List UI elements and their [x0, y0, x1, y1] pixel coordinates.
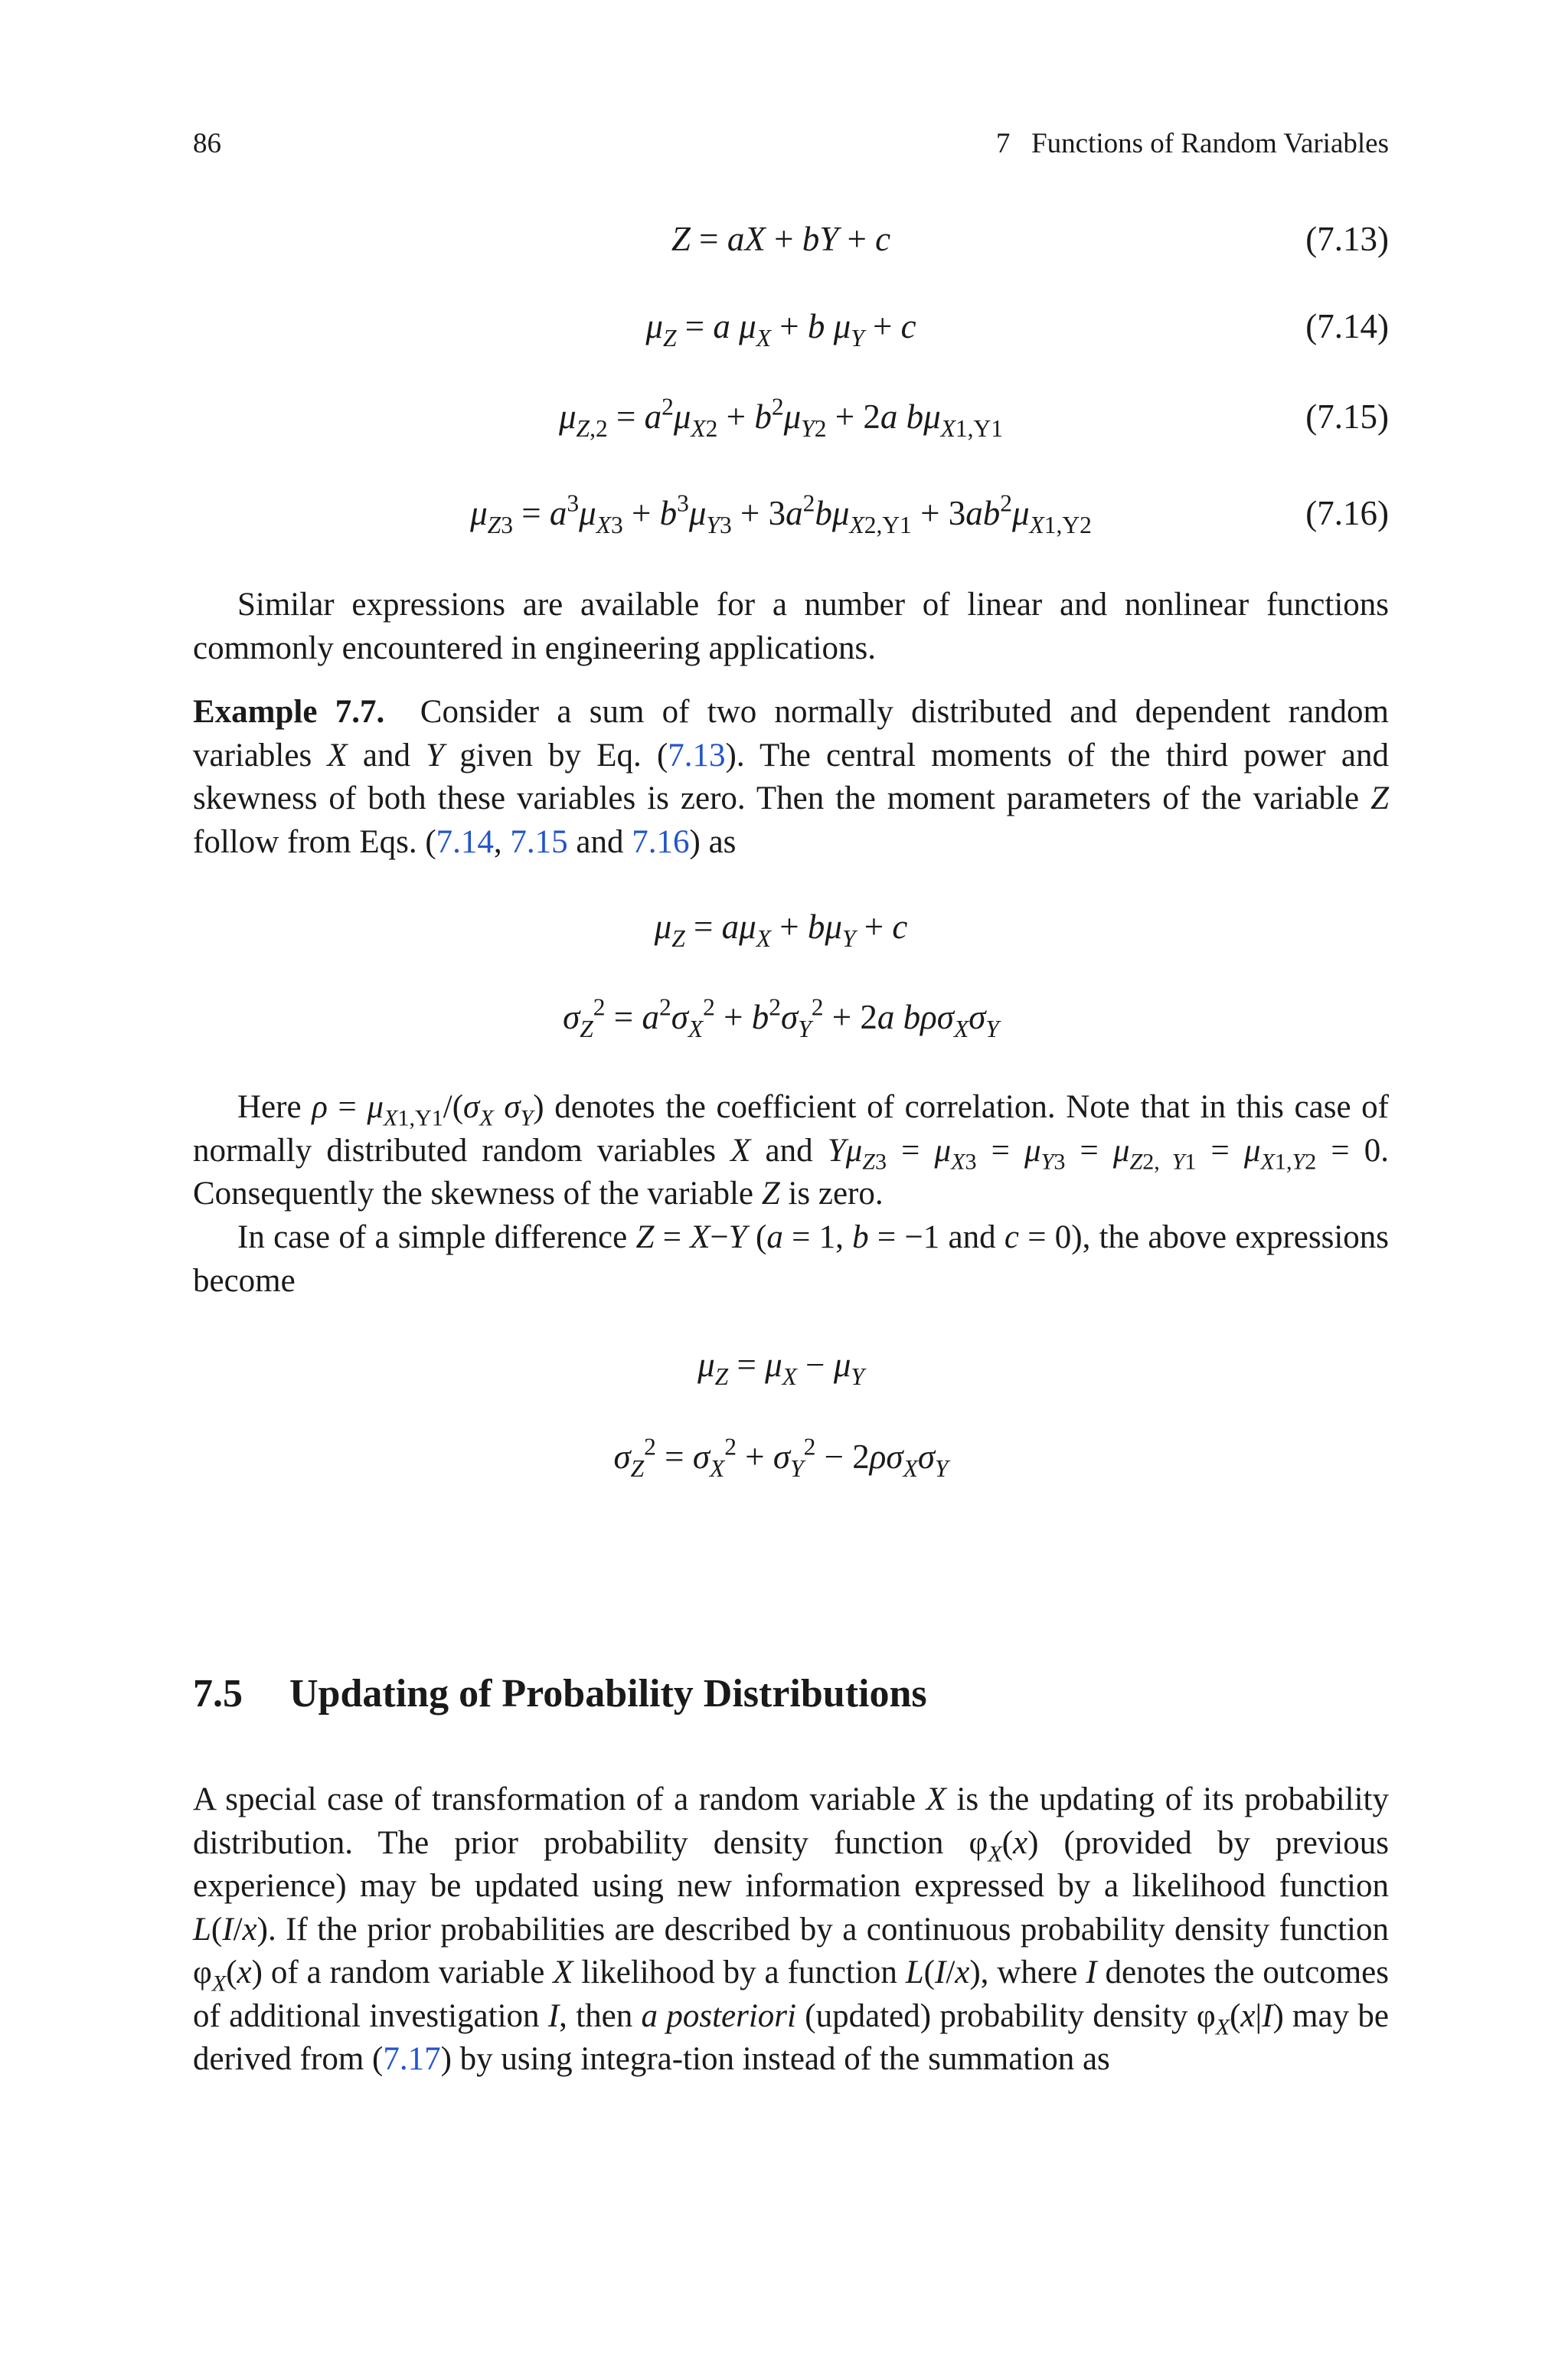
- paragraph-simple-difference: In case of a simple difference Z = X−Y (a = 1, b = −1 and c = 0), the above expressions become: [193, 1219, 1389, 1299]
- equation-number: (7.14): [1305, 307, 1389, 345]
- paragraph-correlation: Here $\rho = \mu_{X1,Y1}/(\sigma_X$ $\sigma_Y$) denotes the coefficient of correlation. Note that in this case of normally distributed random variables X and $Y\mu_{Z3} = \mu_{X3} = \mu_{Y3} = \mu_{Z2, Y1} = \mu_{X1,Y2} = 0$. Consequently the skewness of the variable Z is zero.: [193, 1089, 1389, 1212]
- paragraph-example-7-7: Example 7.7. Consider a sum of two normally distributed and dependent random variables X and Y given by Eq. (7.13). The central moments of the third power and skewness of both these variables is zero. Then the moment parameters of the variable Z follow from Eqs. (7.14, 7.15 and 7.16) as: [193, 694, 1389, 860]
- equation-variance-difference: [0, 1433, 1568, 1483]
- equation-link[interactable]: 7.17: [383, 2041, 441, 2077]
- equation-7-16: [0, 489, 1568, 539]
- equation-7-15: [0, 393, 1568, 443]
- equation-body: $\sigma_Z^2 = \sigma_X^2 + \sigma_Y^2 - 2\rho\sigma_X\sigma_Y$: [613, 1433, 949, 1483]
- equation-body: $\mu_Z = a\mu_X + b\mu_Y + c$: [654, 908, 908, 953]
- equation-number: (7.13): [1305, 220, 1389, 258]
- equation-link[interactable]: 7.14: [436, 823, 494, 860]
- equation-body: $\mu_Z = \mu_X - \mu_Y$: [697, 1346, 864, 1391]
- equation-7-14: [0, 306, 1568, 352]
- equation-body: $\sigma_Z^2 = a^2\sigma_X^2 + b^2\sigma_Y^2 + 2a$ $b\rho\sigma_X\sigma_Y$: [563, 993, 999, 1043]
- page-number: 86: [193, 128, 221, 159]
- equation-body: $\mu_Z = a$ $\mu_X + b$ $\mu_Y + c$: [645, 307, 916, 352]
- equation-body: $\mu_{Z3} = a^3\mu_{X3} + b^3\mu_{Y3} + 3a^2b\mu_{X2,Y1} + 3ab^2\mu_{X1,Y2}$: [470, 489, 1092, 539]
- equation-number: (7.16): [1305, 494, 1389, 532]
- running-title: 7 Functions of Random Variables: [995, 128, 1389, 159]
- equation-link[interactable]: 7.13: [668, 737, 726, 774]
- equation-body: $\mu_{Z,2} = a^2\mu_{X2} + b^2\mu_{Y2} + 2a$ $b\mu_{X1,Y1}$: [558, 393, 1004, 443]
- paragraph-updating: A special case of transformation of a random variable X is the updating of its probability distribution. The prior probability density function $\varphi_X(x)$ (provided by previous experience) may be updated using new information expressed by a likelihood function L(I/x). If the prior probabilities are described by a continuous probability density function $\varphi_X(x)$ of a random variable X likelihood by a function L(I/x), where I denotes the outcomes of additional investigation I, then a posteriori (updated) probability density $\varphi_X(x|I)$ may be derived from (7.17) by using integra-tion instead of the summation as: [193, 1781, 1389, 2077]
- section-heading: [193, 1671, 927, 1716]
- equation-variance-z: [0, 993, 1568, 1043]
- equation-number: (7.15): [1305, 397, 1389, 436]
- equation-7-13: [0, 219, 1568, 265]
- paragraph-similar-expressions: Similar expressions are available for a number of linear and nonlinear functions commonly encountered in engineering applications.: [193, 587, 1389, 666]
- equation-body: Z = aX + bY + c: [671, 220, 891, 258]
- equation-link[interactable]: 7.16: [632, 823, 690, 860]
- equation-mean-difference: [0, 1345, 1568, 1391]
- example-label: Example 7.7.: [193, 694, 385, 730]
- equation-link[interactable]: 7.15: [510, 823, 568, 860]
- equation-mean-z: [0, 907, 1568, 953]
- section-number: 7.5: [193, 1672, 243, 1716]
- section-title: Updating of Probability Distributions: [289, 1672, 927, 1716]
